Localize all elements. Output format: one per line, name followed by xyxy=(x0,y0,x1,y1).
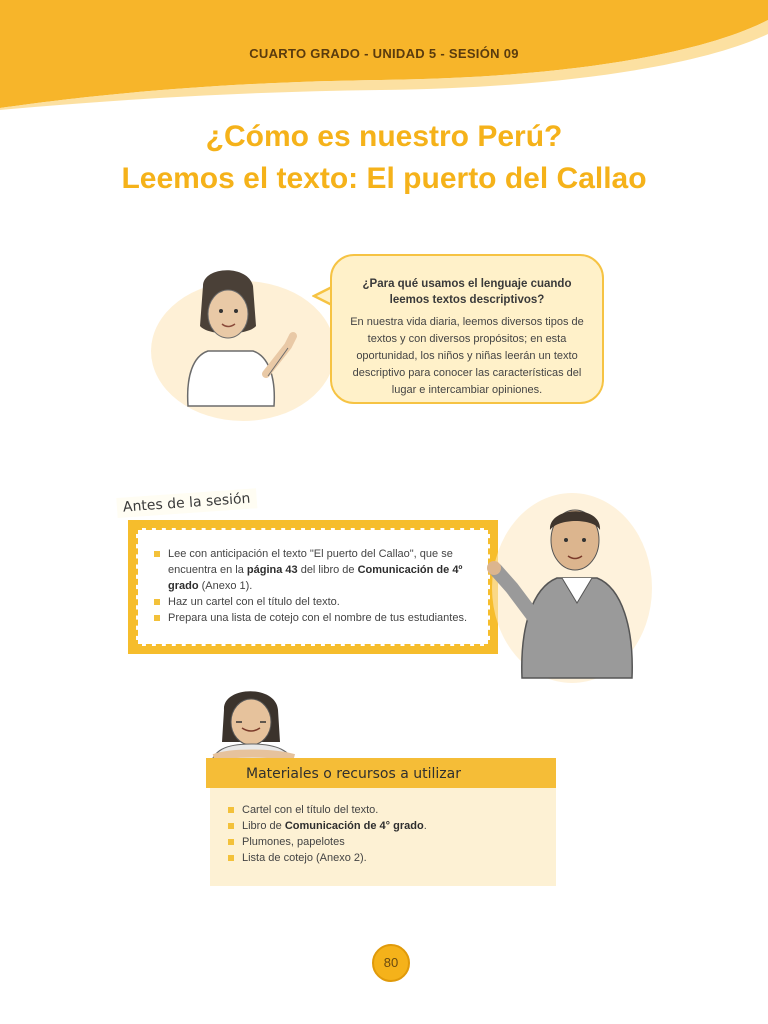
item-text: (Anexo 1). xyxy=(198,580,253,592)
teacher-girl-illustration xyxy=(148,256,338,426)
materiales-list-container xyxy=(226,802,546,866)
item-text: Prepara una lista de cotejo con el nombre de tus estudiantes. xyxy=(168,612,468,624)
antes-list xyxy=(152,546,476,626)
bubble-text: En nuestra vida diaria, leemos diversos tipos de textos y con diversos propósitos; en esta oportunidad, los niños y niñas leerán un texto descriptivo para conocer las características del lugar e intercambiar opiniones. xyxy=(350,316,584,396)
speech-bubble xyxy=(330,254,604,404)
list-item xyxy=(152,610,476,626)
antes-section-label: Antes de la sesión xyxy=(116,488,257,518)
antes-box xyxy=(128,520,498,654)
item-text: del libro de xyxy=(297,564,358,576)
list-item xyxy=(152,546,476,594)
item-text: . xyxy=(423,820,427,832)
item-bold: Comunicación de 4° grado xyxy=(284,820,424,832)
item-text: Cartel con el título del texto. xyxy=(242,804,379,816)
page-subtitle: Leemos el texto: El puerto del Callao xyxy=(121,162,647,195)
teacher-man-illustration xyxy=(482,478,652,688)
item-text: Lee con anticipación el texto "El puerto del Callao", que se encuentra en la xyxy=(168,548,453,576)
materiales-list xyxy=(226,802,546,866)
student-girl-illustration xyxy=(206,682,302,768)
page-number: 80 xyxy=(372,944,410,982)
item-bold: página 43 xyxy=(246,564,298,576)
list-item xyxy=(226,818,546,834)
materiales-header: Materiales o recursos a utilizar xyxy=(206,758,556,788)
header-label: CUARTO GRADO - UNIDAD 5 - SESIÓN 09 xyxy=(249,46,519,61)
item-text: Lista de cotejo (Anexo 2). xyxy=(242,852,367,864)
bubble-question: ¿Para qué usamos el lenguaje cuando leemos textos descriptivos? xyxy=(362,278,572,306)
item-text: Haz un cartel con el título del texto. xyxy=(168,596,340,608)
list-item xyxy=(152,594,476,610)
item-text: Plumones, papelotes xyxy=(242,836,345,848)
antes-box-inner xyxy=(136,528,490,646)
item-bold: Comunicación de 4º grado xyxy=(168,564,463,592)
list-item xyxy=(226,802,546,818)
page-title: ¿Cómo es nuestro Perú? xyxy=(205,120,563,153)
item-text: Libro de xyxy=(242,820,285,832)
list-item xyxy=(226,834,546,850)
list-item xyxy=(226,850,546,866)
